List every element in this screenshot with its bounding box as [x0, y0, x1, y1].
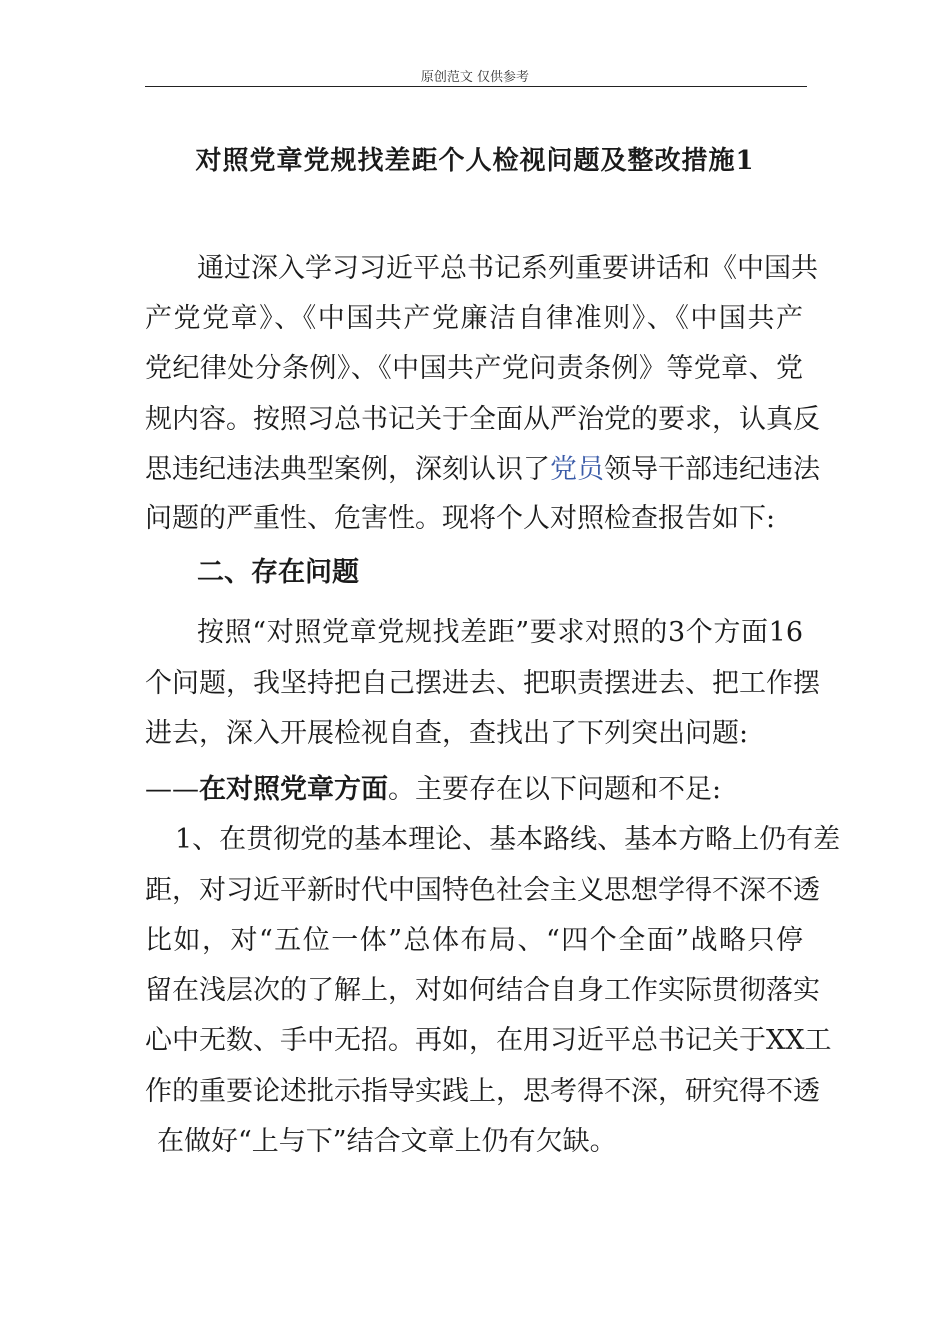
paragraph-line: 问题的严重性、危害性。现将个人对照检查报告如下: [145, 503, 776, 534]
paragraph-line: 1、在贯彻党的基本理论、基本路线、基本方略上仍有差 [175, 824, 841, 855]
paragraph-line: 产党党章》、《中国共产党廉洁自律准则》、《中国共产 [145, 303, 803, 334]
paragraph-line: 个问题，我坚持把自己摆进去、把职责摆进去、把工作摆 [145, 668, 820, 699]
paragraph-line: 通过深入学习习近平总书记系列重要讲话和《中国共 [197, 253, 818, 284]
subsection-line [145, 773, 803, 807]
page-header: 原创范文 仅供参考 [420, 70, 530, 85]
paragraph-line: 按照“对照党章党规找差距”要求对照的3个方面16 [197, 617, 803, 648]
paragraph-line: 留在浅层次的了解上，对如何结合自身工作实际贯彻落实 [145, 975, 820, 1006]
party-member-link[interactable]: 党员 [550, 454, 604, 485]
paragraph-line: 进去，深入开展检视自查，查找出了下列突出问题: [145, 718, 749, 749]
paragraph-line: 心中无数、手中无招。再如，在用习近平总书记关于XX工 [145, 1025, 832, 1056]
paragraph-line: 在做好“上与下”结合文章上仍有欠缺。 [157, 1126, 617, 1157]
paragraph-line: 距，对习近平新时代中国特色社会主义思想学得不深不透 [145, 875, 820, 906]
em-dash: —— [145, 774, 199, 805]
header-divider [145, 86, 807, 87]
paragraph-line: 作的重要论述批示指导实践上，思考得不深，研究得不透 [145, 1076, 820, 1107]
paragraph-line: 党纪律处分条例》、《中国共产党问责条例》等党章、党 [145, 353, 803, 384]
paragraph-line [145, 453, 820, 487]
paragraph-line: 比如，对“五位一体”总体布局、“四个全面”战略只停 [145, 925, 803, 956]
document-title: 对照党章党规找差距个人检视问题及整改措施1 [195, 146, 755, 176]
subsection-heading: 在对照党章方面 [199, 774, 388, 805]
paragraph-text: 思违纪违法典型案例，深刻认识了 [145, 454, 550, 485]
section-heading: 二、存在问题 [197, 557, 359, 588]
paragraph-line: 规内容。按照习总书记关于全面从严治党的要求，认真反 [145, 404, 820, 435]
paragraph-text: 。主要存在以下问题和不足: [388, 774, 722, 805]
paragraph-text: 领导干部违纪违法 [604, 454, 820, 485]
